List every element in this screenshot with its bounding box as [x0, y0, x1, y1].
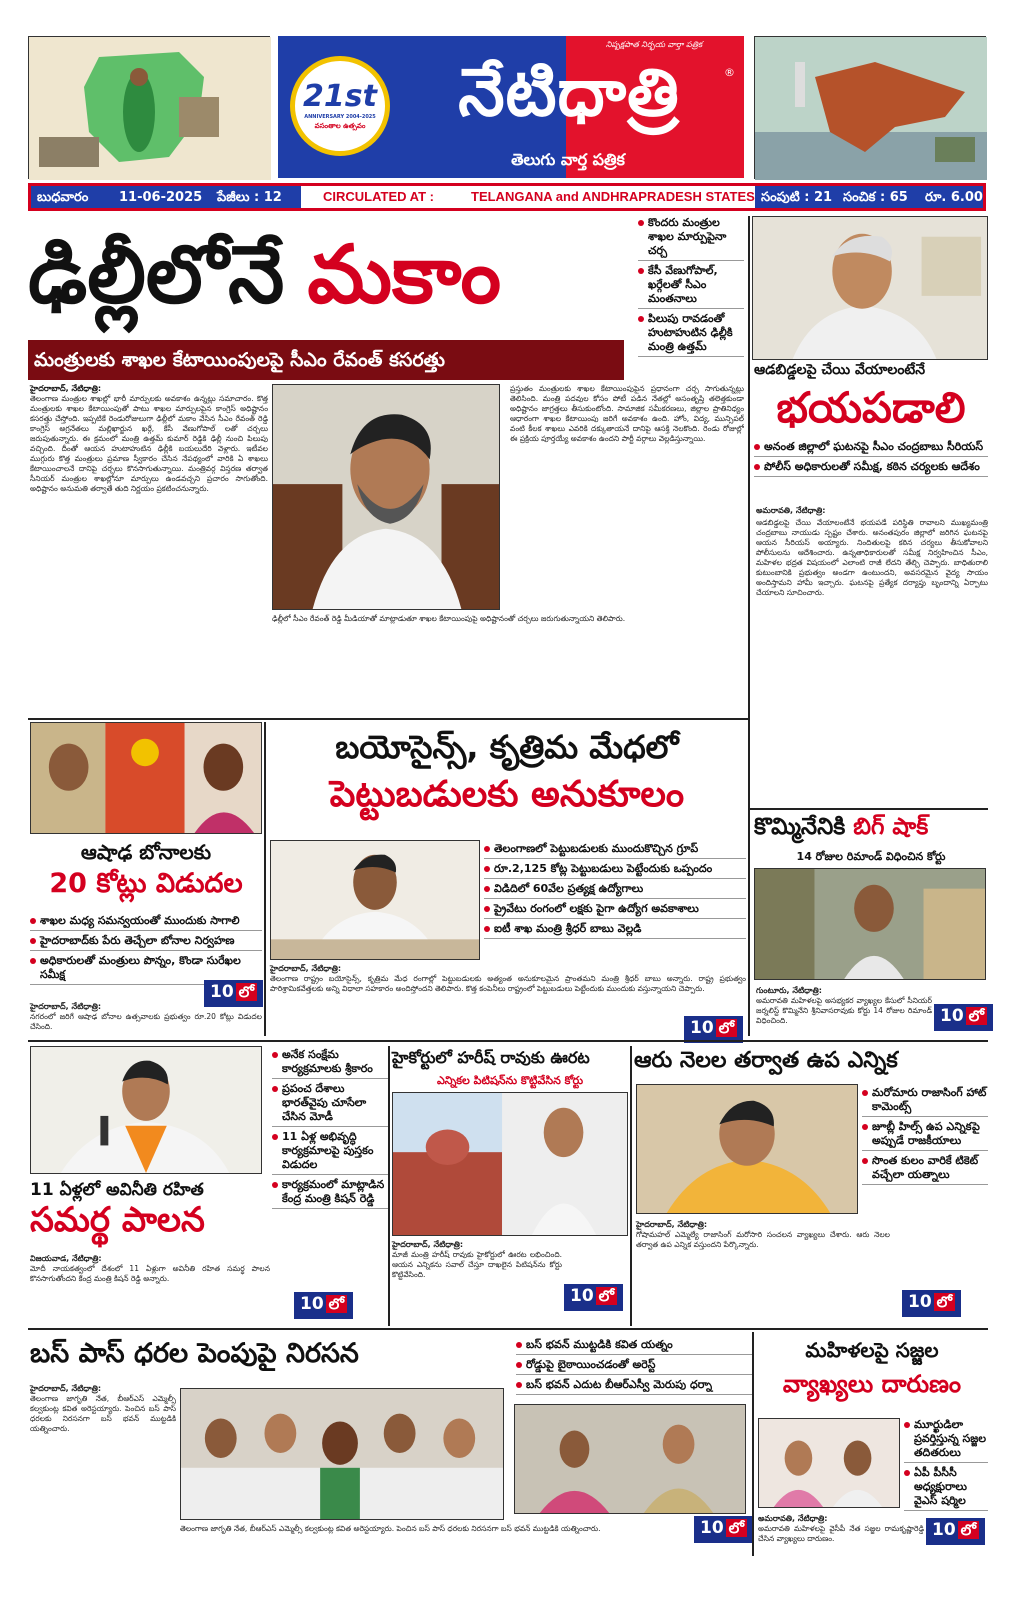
- lead-photo-caption: ఢిల్లీలో సీఎం రేవంత్ రెడ్డి మీడియాతో మాట్లాడుతూ శాఖల కేటాయింపుపై అధిష్టానంతో చర్చలు జరుగుతున్నాయని తెలిపారు.: [272, 614, 626, 623]
- list-item: ఐటీ శాఖ మంత్రి శ్రీధర్ బాబు వెల్లడి: [484, 922, 746, 939]
- masthead-left-art: [28, 36, 270, 179]
- lead-headline-part1: ఢిల్లీలోనే: [28, 228, 285, 321]
- newspaper-subtitle: తెలుగు వార్త పత్రిక: [511, 150, 625, 169]
- buspass-body-footer: తెలంగాణ జాగృతి నేత, బీఆర్‌ఎస్ ఎమ్మెల్సీ కల్వకుంట్ల కవిత అరెస్టయ్యారు. పెంచిన బస్ పాస్ ధరలకు నిరసనగా బస్ భవన్ ముట్టడికి యత్నించారు.: [180, 1524, 601, 1533]
- bypoll-dateline: హైదరాబాద్, నేటిధాత్రి:: [636, 1220, 708, 1229]
- list-item: కేసీ వేణుగోపాల్, ఖర్గేలతో సీఎం మంతనాలు: [638, 264, 744, 309]
- cbn-dateline: అమరావతి, నేటిధాత్రి:: [756, 506, 826, 515]
- lead-banner: మంత్రులకు శాఖల కేటాయింపులపై సీఎం రేవంత్ కసరత్తు: [28, 340, 624, 380]
- anniversary-number: 21st: [303, 79, 377, 114]
- registered-mark: ®: [724, 66, 735, 79]
- page-ref-suffix: లో: [716, 1019, 737, 1037]
- sajjala-bullets: [904, 1418, 988, 1514]
- kishan-bullets: [272, 1048, 388, 1212]
- bonalu-dateline: హైదరాబాద్, నేటిధాత్రి:: [30, 1002, 102, 1011]
- kommineni-photo: [754, 868, 986, 980]
- issue-date: 11-06-2025: [119, 190, 203, 205]
- circulated-label: CIRCULATED AT :: [323, 189, 434, 204]
- list-item: కార్యక్రమంలో మాట్లాడిన కేంద్ర మంత్రి కిషన్ రెడ్డి: [272, 1178, 388, 1209]
- kommineni-dateline: గుంటూరు, నేటిధాత్రి:: [756, 986, 822, 995]
- volume-number: సంపుటి : 21: [761, 190, 833, 205]
- harish-dateline: హైదరాబాద్, నేటిధాత్రి:: [392, 1240, 464, 1249]
- page-ref-suffix: లో: [966, 1007, 987, 1025]
- lead-body-left: తెలంగాణ మంత్రుల శాఖల్లో భారీ మార్పులకు అవకాశం ఉన్నట్లు సమాచారం. కొత్త మంత్రులకు శాఖల కేటాయింపుతో పాటు శాఖల మార్పులపైన కాంగ్రెస్ అధిష్టానం కసరత్తు చేస్తోంది. ఇప్పటికే రెండురోజులుగా ఢిల్లీలో మకాం వేసిన సీఎం రేవంత్ రెడ్డి కాంగ్రెస్ అగ్రనేతలు మల్లిఖార్జున ఖర్గే, కేసీ వేణుగోపాల్ లతో చర్చలు జరుపుతున్నారు. ఈ క్రమంలో మంత్రి ఉత్తమ్ కుమార్ రెడ్డికి ఢిల్లీ నుంచి పిలుపు వచ్చింది. దీంతో ఆయన హుటాహుటిన ఢిల్లీకి బయలుదేరి వెళ్లారు. ఇటీవల ముగ్గురు కొత్త మంత్రులు ప్రమాణ స్వీకారం చేసిన నేపథ్యంలో వారికి ఏ శాఖలు కేటాయించాలనే దానిపై చర్చలు కొనసాగుతున్నాయి. మంత్రివర్గ విస్తరణ తర్వాత సీనియర్ మంత్రుల శాఖల్లోనూ మార్పులు ఉండవచ్చని ప్రచారం సాగుతోంది. అధిష్టానం అనుమతి తర్వాతే తుది నిర్ణయం ప్రకటించనున్నారు.: [30, 394, 268, 493]
- page-count: పేజీలు : 12: [217, 190, 282, 205]
- sajjala-headline1: మహిళలపై సజ్జల: [805, 1338, 939, 1362]
- bio-photo-sridhar: [270, 840, 480, 960]
- lead-headline: [28, 216, 632, 334]
- list-item: ఏపీ పీసీసీ అధ్యక్షురాలు వైఎస్ షర్మిల: [904, 1466, 988, 1511]
- list-item: రూ.2,125 కోట్ల పెట్టుబడులు పెట్టేందుకు ఒప్పందం: [484, 862, 746, 879]
- cbn-headline-big: భయపడాలి: [776, 383, 966, 432]
- cbn-bullets: [754, 440, 988, 480]
- page-ref-badge[interactable]: [204, 980, 263, 1007]
- page-ref-badge[interactable]: [934, 1004, 993, 1031]
- masthead-right-art: [754, 36, 986, 179]
- kommineni-headline: [754, 814, 988, 846]
- anniversary-logo: [290, 56, 390, 156]
- list-item: ప్రపంచ దేశాలు భారత్‌వైపు చూసేలా చేసిన మోడీ: [272, 1082, 388, 1127]
- buspass-headline: బస్ పాస్ ధరల పెంపుపై నిరసన: [30, 1338, 359, 1369]
- list-item: బస్ భవన్ ఎదుట బీఆర్‌ఎస్వీ మెరుపు ధర్నా: [516, 1378, 752, 1395]
- lead-bullets: [638, 216, 744, 360]
- kommineni-headline-part1: కొమ్మినేనికి: [754, 814, 846, 840]
- page-ref-suffix: లో: [596, 1287, 617, 1305]
- masthead-tagline: నిష్పక్షపాత నిర్భయ వార్తా పత్రిక: [605, 40, 703, 49]
- list-item: తెలంగాణలో పెట్టుబడులకు ముందుకొచ్చిన గ్రూప్: [484, 842, 746, 859]
- kishan-headline2: సమర్థ పాలన: [30, 1200, 205, 1240]
- bonalu-headline2: 20 కోట్లు విడుదల: [49, 868, 243, 899]
- sajjala-photo: [758, 1418, 900, 1508]
- list-item: ప్రైవేటు రంగంలో లక్షకు పైగా ఉద్యోగ అవకాశాలు: [484, 902, 746, 919]
- buspass-photo-protest: [180, 1388, 504, 1520]
- list-item: విడిదిలో 60వేల ప్రత్యక్ష ఉద్యోగాలు: [484, 882, 746, 899]
- kommineni-headline-part2: బిగ్ షాక్: [853, 814, 929, 840]
- sajjala-body: అమరావతి మహిళలపై వైసీపీ నేత సజ్జల రామకృష్ణారెడ్డి చేసిన వ్యాఖ్యలు దారుణం.: [758, 1524, 924, 1543]
- list-item: మరోమారు రాజాసింగ్ హాట్ కామెంట్స్: [862, 1086, 988, 1117]
- lead-headline-part2: మకాం: [307, 228, 502, 321]
- bonalu-headline1: ఆషాఢ బోనాలకు: [80, 840, 212, 864]
- newspaper-title: నేటిధాత్రి: [458, 54, 680, 131]
- page-ref-suffix: లో: [236, 983, 257, 1001]
- page-ref-badge[interactable]: [684, 1016, 743, 1043]
- page-ref-number: 10: [690, 1018, 714, 1038]
- bonalu-photo: [30, 722, 262, 834]
- anniversary-label: ANNIVERSARY 2004-2025: [304, 114, 376, 120]
- list-item: హైదరాబాద్‌కు పేరు తెచ్చేలా బోనాల నిర్వహణ: [30, 934, 262, 951]
- buspass-body: తెలంగాణ జాగృతి నేత, బీఆర్‌ఎస్ ఎమ్మెల్సీ కల్వకుంట్ల కవిత అరెస్టయ్యారు. పెంచిన బస్ పాస్ ధరలకు నిరసనగా బస్ భవన్ ముట్టడికి యత్నించారు.: [30, 1394, 176, 1433]
- bypoll-body: గోషామహల్ ఎమ్మెల్యే రాజాసింగ్ మరోసారి సంచలన వ్యాఖ్యలు చేశారు. ఆరు నెలల తర్వాత ఉప ఎన్నిక వస్తుందని పేర్కొన్నారు.: [636, 1230, 890, 1249]
- kommineni-body: అమరావతి మహిళలపై అసభ్యకర వ్యాఖ్యల కేసులో సీనియర్ జర్నలిస్ట్ కొమ్మినేని శ్రీనివాసరావుకు కోర్టు 14 రోజుల రిమాండ్ విధించింది.: [756, 996, 932, 1025]
- cbn-photo: [752, 216, 988, 360]
- harish-headline: హైకోర్టులో హరీష్ రావుకు ఊరట: [392, 1048, 590, 1067]
- page-ref-suffix: లో: [958, 1521, 979, 1539]
- bypoll-headline: ఆరు నెలల తర్వాత ఉప ఎన్నిక: [634, 1048, 898, 1073]
- list-item: బస్ భవన్ ముట్టడికి కవిత యత్నం: [516, 1338, 752, 1355]
- list-item: అనేక సంక్షేమ కార్యక్రమాలకు శ్రీకారం: [272, 1048, 388, 1079]
- page-ref-badge[interactable]: [564, 1284, 623, 1311]
- buspass-dateline: హైదరాబాద్, నేటిధాత్రి:: [30, 1384, 102, 1393]
- page-ref-number: 10: [908, 1292, 932, 1312]
- harish-body: మాజీ మంత్రి హరీష్ రావుకు హైకోర్టులో ఊరట లభించింది. ఆయన ఎన్నికను సవాల్ చేస్తూ దాఖలైన పిటిషన్‌ను కోర్టు కొట్టివేసింది.: [392, 1250, 562, 1279]
- cbn-body: ఆడబిడ్డలపై చేయి వేయాలంటేనే భయపడే పరిస్థితి రావాలని ముఖ్యమంత్రి చంద్రబాబు నాయుడు స్పష్టం చేశారు. అనంతపురం జిల్లాలో జరిగిన ఘటనపై ఆయన సీరియస్ అయ్యారు. నిందితులపై కఠిన చర్యలు తీసుకోవాలని పోలీసులను ఆదేశించారు. ఉన్నతాధికారులతో సమీక్ష నిర్వహించిన సీఎం, మహిళల భద్రత విషయంలో ఎలాంటి రాజీ లేదని తేల్చి చెప్పారు. బాధితురాలి కుటుంబానికి ప్రభుత్వం అండగా ఉంటుందని, అవసరమైన వైద్య సాయం అందిస్తామని హామీ ఇచ్చారు. ఘటనపై ప్రత్యేక దర్యాప్తు బృందాన్ని ఏర్పాటు చేయాలని సూచించారు.: [756, 518, 988, 597]
- buspass-photo-police: [514, 1404, 746, 1514]
- list-item: సొంత కులం వారికే టికెట్ వచ్చేలా యత్నాలు: [862, 1154, 988, 1185]
- list-item: కొందరు మంత్రుల శాఖల మార్పుపైనా చర్చ: [638, 216, 744, 261]
- kishan-dateline: విజయవాడ, నేటిధాత్రి:: [30, 1254, 102, 1263]
- list-item: మూర్ఖుడిలా ప్రవర్తిస్తున్న సజ్జల తదితరులు: [904, 1418, 988, 1463]
- list-item: రోడ్డుపై బైఠాయించడంతో అరెస్ట్: [516, 1358, 752, 1375]
- issue-day: బుధవారం: [37, 190, 89, 205]
- page-ref-badge[interactable]: [294, 1292, 353, 1319]
- page-ref-suffix: లో: [934, 1293, 955, 1311]
- cbn-headline-small: ఆడబిడ్డలపై చేయి వేయాలంటేనే: [754, 362, 926, 378]
- masthead-center: [278, 36, 744, 178]
- kommineni-subhead: 14 రోజుల రిమాండ్ విధించిన కోర్టు: [796, 850, 946, 863]
- sajjala-headline2: వ్యాఖ్యలు దారుణం: [782, 1370, 962, 1398]
- kishan-body: మోదీ నాయకత్వంలో దేశంలో 11 ఏళ్లుగా అవినీతి రహిత సమర్థ పాలన కొనసాగుతోందని కేంద్ర మంత్రి కిషన్ రెడ్డి అన్నారు.: [30, 1264, 270, 1283]
- list-item: పిలుపు రావడంతో హుటాహుటిన ఢిల్లీకి మంత్రి ఉత్తమ్: [638, 312, 744, 357]
- bio-body: తెలంగాణ రాష్ట్రం బయోసైన్స్, కృత్రిమ మేధ రంగాల్లో పెట్టుబడులకు అత్యంత అనుకూలమైన ప్రాంతమని మంత్రి శ్రీధర్ బాబు అన్నారు. రాష్ట్ర ప్రభుత్వం పారిశ్రామికవేత్తలకు అన్ని విధాలా సహకారం అందిస్తోందని తెలిపారు. కొత్త కంపెనీలు రాష్ట్రంలో పెట్టుబడులు పెట్టేందుకు ముందుకు వస్తున్నాయని చెప్పారు.: [270, 974, 746, 993]
- price: రూ. 6.00: [925, 190, 983, 205]
- bypoll-bullets: [862, 1086, 988, 1188]
- list-item: శాఖల మధ్య సమన్వయంతో ముందుకు సాగాలి: [30, 914, 262, 931]
- bonalu-bullets: [30, 914, 262, 988]
- dateline-bar: [28, 183, 986, 211]
- page-ref-suffix: లో: [726, 1519, 747, 1537]
- bio-headline2: పెట్టుబడులకు అనుకూలం: [329, 774, 685, 815]
- page-ref-number: 10: [700, 1518, 724, 1538]
- circulated-states: TELANGANA and ANDHRAPRADESH STATES: [471, 189, 755, 204]
- issue-number: సంచిక : 65: [843, 190, 908, 205]
- harish-subhead: ఎన్నికల పిటిషన్‌ను కొట్టివేసిన కోర్టు: [436, 1074, 584, 1087]
- page-ref-number: 10: [300, 1294, 324, 1314]
- list-item: అనంత జిల్లాలో ఘటనపై సీఎం చంద్రబాబు సీరియస్: [754, 440, 988, 457]
- list-item: అధికారులతో మంత్రులు పొన్నం, కొండా సురేఖల సమీక్ష: [30, 954, 262, 985]
- kishan-headline1: 11 ఏళ్లలో అవినీతి రహిత: [30, 1180, 204, 1200]
- list-item: జూబ్లీ హిల్స్ ఉప ఎన్నికపై అప్పుడే రాజకీయాలు: [862, 1120, 988, 1151]
- page-ref-number: 10: [932, 1520, 956, 1540]
- harish-photo: [392, 1092, 628, 1236]
- page-ref-number: 10: [940, 1006, 964, 1026]
- lead-dateline: హైదరాబాద్, నేటిధాత్రి:: [30, 384, 102, 393]
- list-item: పోలీస్ అధికారులతో సమీక్ష, కఠిన చర్యలకు ఆదేశం: [754, 460, 988, 477]
- page-ref-number: 10: [570, 1286, 594, 1306]
- page-ref-suffix: లో: [326, 1295, 347, 1313]
- sajjala-dateline: అమరావతి, నేటిధాత్రి:: [758, 1514, 828, 1523]
- bio-bullets: [484, 842, 746, 942]
- bio-dateline: హైదరాబాద్, నేటిధాత్రి:: [270, 964, 342, 973]
- bypoll-photo-rajasingh: [636, 1084, 858, 1214]
- bonalu-body: నగరంలో జరిగే ఆషాఢ బోనాల ఉత్సవాలకు ప్రభుత్వం రూ.20 కోట్లు విడుదల చేసింది.: [30, 1012, 262, 1031]
- list-item: 11 ఏళ్ల అభివృద్ధి కార్యక్రమాలపై పుస్తకం విడుదల: [272, 1130, 388, 1175]
- lead-body-right: ప్రస్తుతం మంత్రులకు శాఖల కేటాయింపుపైన ప్రధానంగా చర్చ సాగుతున్నట్లు తెలిసింది. మంత్రి పదవుల కోసం పోటీ పడిన నేతల్లో అసంతృప్తి తలెత్తకుండా అధిష్టానం జాగ్రత్తలు తీసుకుంటోంది. సామాజిక సమీకరణలు, జిల్లాల ప్రాతినిధ్యం ఆధారంగా శాఖల కేటాయింపు జరిగే అవకాశం ఉంది. హోం, విద్య, మున్సిపల్ వంటి కీలక శాఖలు ఎవరికి దక్కుతాయనే దానిపై ఆసక్తి నెలకొంది. రెండు రోజుల్లో ఈ ప్రక్రియ పూర్తయ్యే అవకాశం ఉందని పార్టీ వర్గాలు వెల్లడిస్తున్నాయి.: [510, 384, 744, 443]
- buspass-bullets: [516, 1338, 752, 1398]
- kishan-photo: [30, 1046, 262, 1174]
- anniversary-telugu: వసంతాల ఉత్సవం: [314, 122, 366, 130]
- page-ref-number: 10: [210, 982, 234, 1002]
- page-ref-badge[interactable]: [926, 1518, 985, 1545]
- lead-photo-revanth: [272, 384, 500, 610]
- page-ref-badge[interactable]: [902, 1290, 961, 1317]
- bio-headline1: బయోసైన్స్, కృత్రిమ మేధలో: [335, 728, 679, 766]
- page-ref-badge[interactable]: [694, 1516, 753, 1543]
